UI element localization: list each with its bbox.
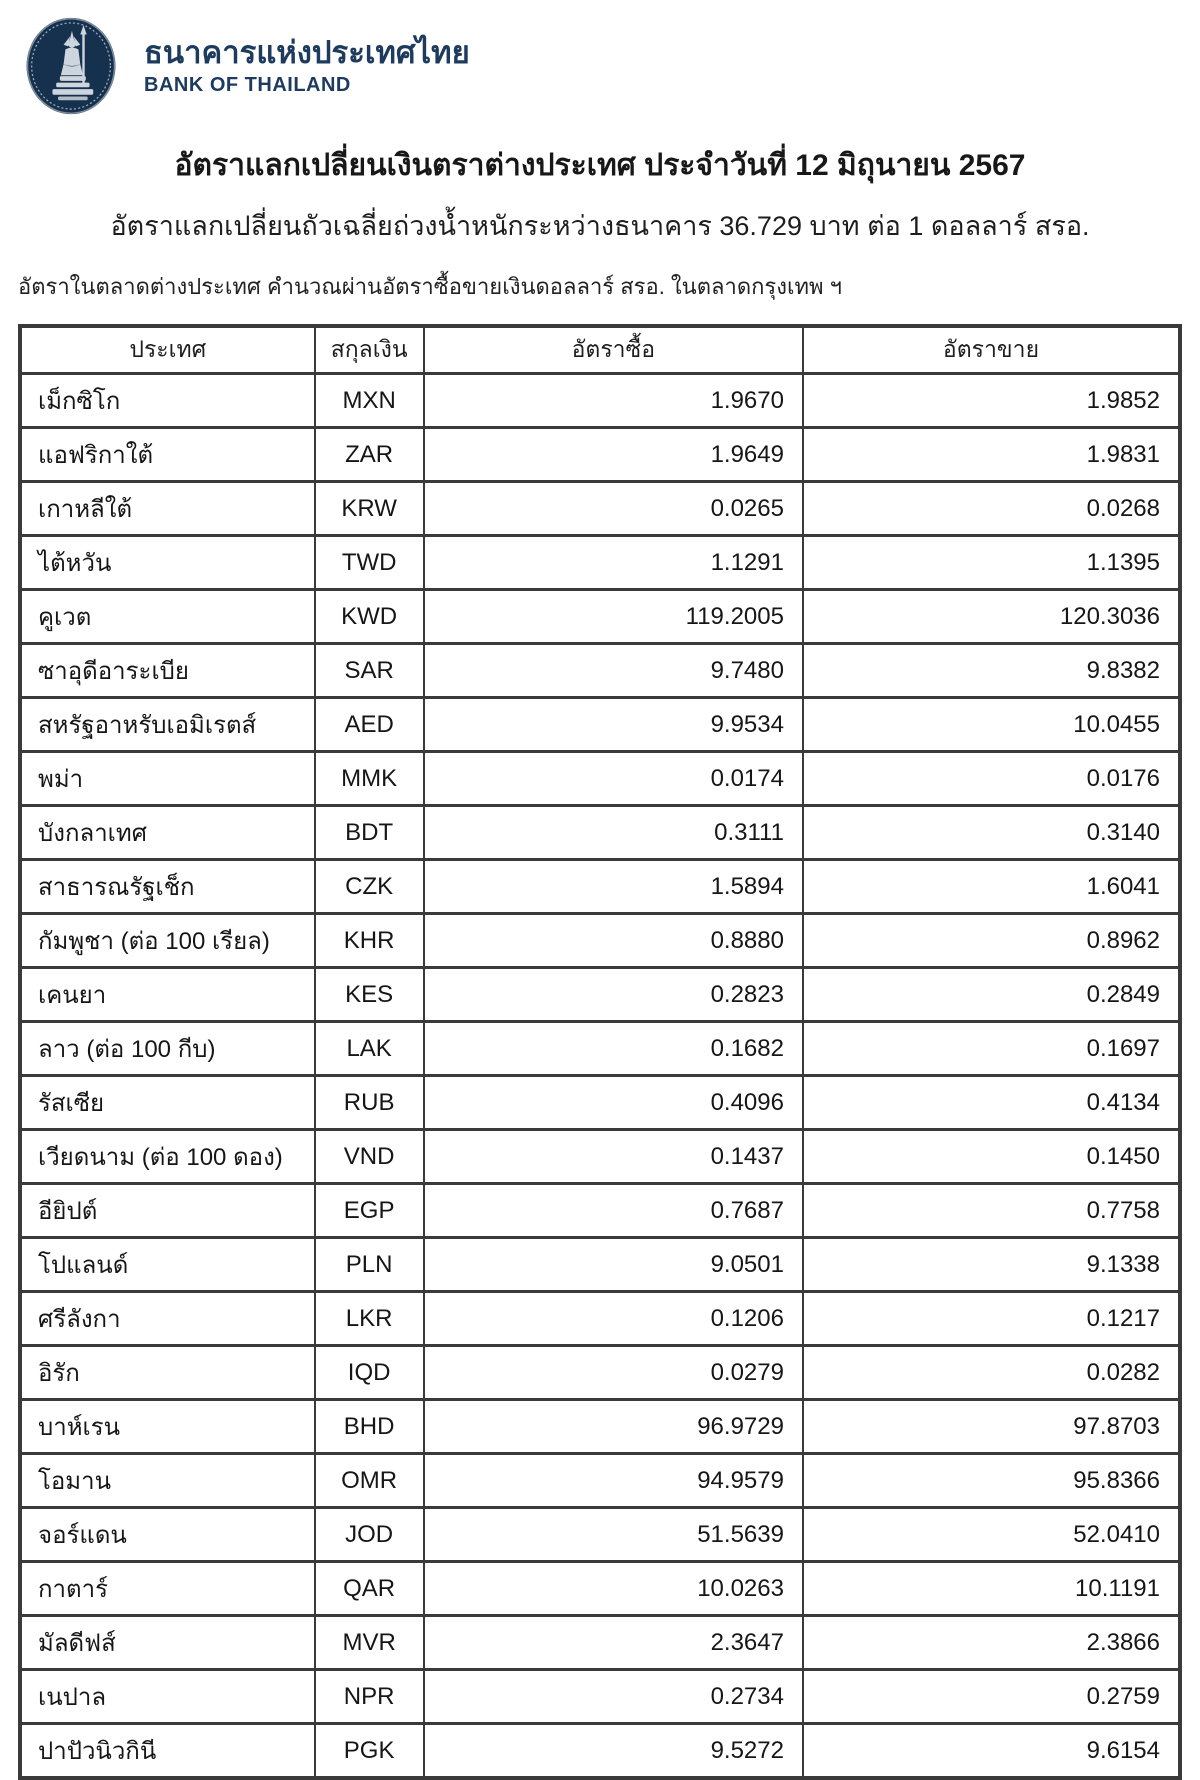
bank-name-english: BANK OF THAILAND [144, 73, 351, 96]
country-cell: กัมพูชา (ต่อ 100 เรียล) [20, 914, 315, 968]
buy-rate-cell: 0.0265 [424, 482, 803, 536]
country-cell: ไต้หวัน [20, 536, 315, 590]
buy-rate-cell: 0.2823 [424, 968, 803, 1022]
table-row [20, 1562, 1180, 1616]
table-row [20, 1454, 1180, 1508]
currency-code-cell: AED [315, 698, 424, 752]
table-row [20, 536, 1180, 590]
table-row [20, 1616, 1180, 1670]
country-cell: เคนยา [20, 968, 315, 1022]
buy-rate-cell: 94.9579 [424, 1454, 803, 1508]
country-cell: โอมาน [20, 1454, 315, 1508]
country-cell: คูเวต [20, 590, 315, 644]
sell-rate-cell: 0.2849 [803, 968, 1180, 1022]
table-row [20, 914, 1180, 968]
weighted-average-rate-line: อัตราแลกเปลี่ยนถัวเฉลี่ยถ่วงน้ำหนักระหว่างธนาคาร 36.729 บาท ต่อ 1 ดอลลาร์ สรอ. [110, 211, 1090, 241]
currency-code-cell: QAR [315, 1562, 424, 1616]
sell-rate-cell: 9.1338 [803, 1238, 1180, 1292]
buy-rate-cell: 1.9670 [424, 374, 803, 428]
table-row [20, 860, 1180, 914]
sell-rate-cell: 0.4134 [803, 1076, 1180, 1130]
currency-code-cell: NPR [315, 1670, 424, 1724]
buy-rate-cell: 0.1206 [424, 1292, 803, 1346]
sell-rate-cell: 0.1217 [803, 1292, 1180, 1346]
country-cell: อียิปต์ [20, 1184, 315, 1238]
currency-code-cell: CZK [315, 860, 424, 914]
column-header-sell-rate: อัตราขาย [803, 326, 1180, 374]
sell-rate-cell: 0.1697 [803, 1022, 1180, 1076]
sell-rate-cell: 1.6041 [803, 860, 1180, 914]
currency-code-cell: KWD [315, 590, 424, 644]
table-row [20, 698, 1180, 752]
buy-rate-cell: 0.0279 [424, 1346, 803, 1400]
table-row [20, 1400, 1180, 1454]
bank-of-thailand-logo-icon [24, 16, 118, 116]
currency-code-cell: KHR [315, 914, 424, 968]
buy-rate-cell: 9.5272 [424, 1724, 803, 1779]
table-row [20, 1508, 1180, 1562]
page-title: อัตราแลกเปลี่ยนเงินตราต่างประเทศ ประจำวันที่ 12 มิถุนายน 2567 [174, 149, 1026, 182]
currency-code-cell: MVR [315, 1616, 424, 1670]
column-header-country: ประเทศ [20, 326, 315, 374]
sell-rate-cell: 120.3036 [803, 590, 1180, 644]
sell-rate-cell: 95.8366 [803, 1454, 1180, 1508]
buy-rate-cell: 9.9534 [424, 698, 803, 752]
country-cell: กาตาร์ [20, 1562, 315, 1616]
table-row [20, 1346, 1180, 1400]
sell-rate-cell: 0.0282 [803, 1346, 1180, 1400]
column-header-currency: สกุลเงิน [315, 326, 424, 374]
country-cell: เนปาล [20, 1670, 315, 1724]
table-row [20, 590, 1180, 644]
buy-rate-cell: 1.5894 [424, 860, 803, 914]
currency-code-cell: PLN [315, 1238, 424, 1292]
document-body [0, 142, 1200, 1780]
buy-rate-cell: 96.9729 [424, 1400, 803, 1454]
sell-rate-cell: 10.0455 [803, 698, 1180, 752]
country-cell: รัสเซีย [20, 1076, 315, 1130]
table-row [20, 1292, 1180, 1346]
buy-rate-cell: 0.8880 [424, 914, 803, 968]
table-row [20, 1022, 1180, 1076]
sell-rate-cell: 97.8703 [803, 1400, 1180, 1454]
buy-rate-cell: 0.1437 [424, 1130, 803, 1184]
country-cell: พม่า [20, 752, 315, 806]
sell-rate-cell: 0.3140 [803, 806, 1180, 860]
country-cell: ซาอุดีอาระเบีย [20, 644, 315, 698]
table-row [20, 1184, 1180, 1238]
currency-code-cell: KES [315, 968, 424, 1022]
country-cell: เม็กซิโก [20, 374, 315, 428]
table-row [20, 428, 1180, 482]
bank-name-block [144, 35, 470, 97]
buy-rate-cell: 1.1291 [424, 536, 803, 590]
buy-rate-cell: 119.2005 [424, 590, 803, 644]
sell-rate-cell: 1.9831 [803, 428, 1180, 482]
country-cell: ปาปัวนิวกินี [20, 1724, 315, 1779]
table-row [20, 644, 1180, 698]
sell-rate-cell: 9.8382 [803, 644, 1180, 698]
buy-rate-cell: 9.7480 [424, 644, 803, 698]
buy-rate-cell: 0.4096 [424, 1076, 803, 1130]
currency-code-cell: PGK [315, 1724, 424, 1779]
table-row [20, 1238, 1180, 1292]
currency-code-cell: KRW [315, 482, 424, 536]
currency-code-cell: JOD [315, 1508, 424, 1562]
sell-rate-cell: 0.1450 [803, 1130, 1180, 1184]
sell-rate-cell: 0.0176 [803, 752, 1180, 806]
buy-rate-cell: 51.5639 [424, 1508, 803, 1562]
buy-rate-cell: 0.1682 [424, 1022, 803, 1076]
currency-code-cell: TWD [315, 536, 424, 590]
buy-rate-cell: 1.9649 [424, 428, 803, 482]
country-cell: แอฟริกาใต้ [20, 428, 315, 482]
sell-rate-cell: 1.1395 [803, 536, 1180, 590]
currency-code-cell: BDT [315, 806, 424, 860]
currency-code-cell: IQD [315, 1346, 424, 1400]
market-note: อัตราในตลาดต่างประเทศ คำนวณผ่านอัตราซื้อขายเงินดอลลาร์ สรอ. ในตลาดกรุงเทพ ฯ [18, 274, 842, 299]
country-cell: ลาว (ต่อ 100 กีบ) [20, 1022, 315, 1076]
currency-code-cell: BHD [315, 1400, 424, 1454]
sell-rate-cell: 0.2759 [803, 1670, 1180, 1724]
country-cell: บาห์เรน [20, 1400, 315, 1454]
buy-rate-cell: 2.3647 [424, 1616, 803, 1670]
country-cell: เกาหลีใต้ [20, 482, 315, 536]
buy-rate-cell: 0.2734 [424, 1670, 803, 1724]
table-row [20, 482, 1180, 536]
sell-rate-cell: 1.9852 [803, 374, 1180, 428]
exchange-rate-table [18, 324, 1182, 1780]
country-cell: จอร์แดน [20, 1508, 315, 1562]
currency-code-cell: SAR [315, 644, 424, 698]
currency-code-cell: MXN [315, 374, 424, 428]
currency-code-cell: ZAR [315, 428, 424, 482]
column-header-buy-rate: อัตราซื้อ [424, 326, 803, 374]
sell-rate-cell: 2.3866 [803, 1616, 1180, 1670]
table-row [20, 752, 1180, 806]
country-cell: บังกลาเทศ [20, 806, 315, 860]
table-row [20, 1130, 1180, 1184]
buy-rate-cell: 0.0174 [424, 752, 803, 806]
table-row [20, 1724, 1180, 1779]
currency-code-cell: VND [315, 1130, 424, 1184]
currency-code-cell: OMR [315, 1454, 424, 1508]
country-cell: ศรีลังกา [20, 1292, 315, 1346]
bank-name-thai: ธนาคารแห่งประเทศไทย [144, 35, 470, 71]
sell-rate-cell: 0.8962 [803, 914, 1180, 968]
country-cell: สหรัฐอาหรับเอมิเรตส์ [20, 698, 315, 752]
table-row [20, 374, 1180, 428]
table-row [20, 806, 1180, 860]
buy-rate-cell: 9.0501 [424, 1238, 803, 1292]
sell-rate-cell: 10.1191 [803, 1562, 1180, 1616]
buy-rate-cell: 10.0263 [424, 1562, 803, 1616]
sell-rate-cell: 0.0268 [803, 482, 1180, 536]
sell-rate-cell: 9.6154 [803, 1724, 1180, 1779]
sell-rate-cell: 52.0410 [803, 1508, 1180, 1562]
currency-code-cell: MMK [315, 752, 424, 806]
currency-code-cell: LAK [315, 1022, 424, 1076]
table-row [20, 1076, 1180, 1130]
currency-code-cell: EGP [315, 1184, 424, 1238]
buy-rate-cell: 0.3111 [424, 806, 803, 860]
table-header-row [20, 326, 1180, 374]
currency-code-cell: RUB [315, 1076, 424, 1130]
country-cell: โปแลนด์ [20, 1238, 315, 1292]
bank-header [0, 0, 1200, 118]
table-row [20, 1670, 1180, 1724]
country-cell: สาธารณรัฐเช็ก [20, 860, 315, 914]
country-cell: อิรัก [20, 1346, 315, 1400]
country-cell: มัลดีฟส์ [20, 1616, 315, 1670]
country-cell: เวียดนาม (ต่อ 100 ดอง) [20, 1130, 315, 1184]
sell-rate-cell: 0.7758 [803, 1184, 1180, 1238]
currency-code-cell: LKR [315, 1292, 424, 1346]
buy-rate-cell: 0.7687 [424, 1184, 803, 1238]
table-row [20, 968, 1180, 1022]
